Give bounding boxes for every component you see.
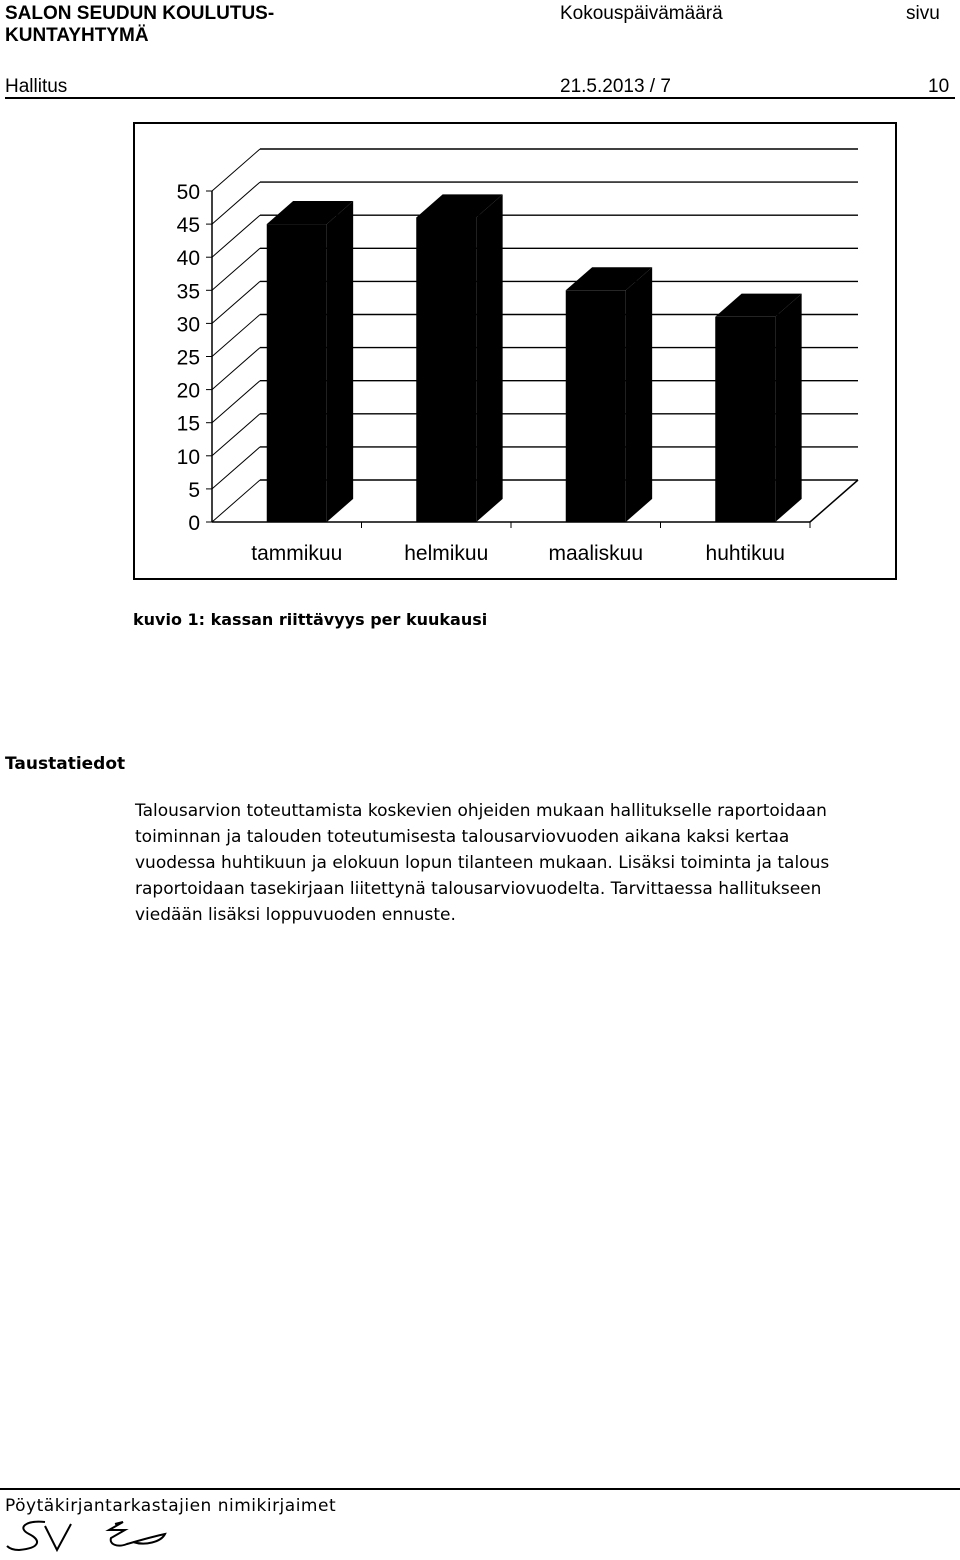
gridline-side <box>212 381 260 423</box>
gridline-side <box>212 281 260 323</box>
page-label: sivu <box>906 3 940 24</box>
y-tick-label: 25 <box>176 346 200 370</box>
organization-name-line2: KUNTAYHTYMÄ <box>5 25 149 46</box>
floor-edge <box>810 480 858 522</box>
organization-name-line1: SALON SEUDUN KOULUTUS- <box>5 3 275 24</box>
gridline-side <box>212 348 260 390</box>
bar-side <box>775 294 801 522</box>
bar-side <box>476 194 502 522</box>
bar <box>566 290 626 522</box>
document-date-label: Kokouspäivämäärä <box>560 3 723 24</box>
body-line: viedään lisäksi loppuvuoden ennuste. <box>135 905 456 925</box>
y-tick-label: 10 <box>176 445 200 469</box>
y-tick-label: 30 <box>176 313 200 337</box>
gridline-side <box>212 414 260 456</box>
body-line: toiminnan ja talouden toteutumisesta talousarviovuoden aikana kaksi kertaa <box>135 827 790 847</box>
gridline-side <box>212 480 260 522</box>
y-tick-label: 15 <box>176 412 200 436</box>
organization-unit: Hallitus <box>5 76 68 97</box>
x-tick-label: tammikuu <box>251 542 343 565</box>
bar-chart <box>0 0 960 600</box>
body-line: vuodessa huhtikuun ja elokuun lopun tilanteen mukaan. Lisäksi toiminta ja talous <box>135 853 830 873</box>
y-tick-label: 35 <box>176 280 200 304</box>
gridline-side <box>212 149 260 191</box>
y-tick-label: 20 <box>176 379 200 403</box>
body-paragraph <box>135 798 955 928</box>
bar <box>267 224 327 522</box>
section-heading: Taustatiedot <box>5 754 126 774</box>
y-tick-label: 40 <box>176 247 200 271</box>
body-line: raportoidaan tasekirjaan liitettynä talousarviovuodelta. Tarvittaessa hallitukseen <box>135 879 822 899</box>
gridline-side <box>212 315 260 357</box>
bar <box>715 317 775 522</box>
meeting-date: 21.5.2013 / 7 <box>560 76 671 97</box>
page-number: 10 <box>928 76 950 97</box>
x-tick-label: huhtikuu <box>705 542 785 565</box>
figure-caption: kuvio 1: kassan riittävyys per kuukausi <box>133 610 488 629</box>
gridline-side <box>212 248 260 290</box>
handwritten-initials <box>5 1516 245 1556</box>
body-line: Talousarvion toteuttamista koskevien ohjeiden mukaan hallitukselle raportoidaan <box>135 801 827 821</box>
y-tick-label: 50 <box>176 181 200 204</box>
x-tick-label: maaliskuu <box>548 542 644 565</box>
gridline-side <box>212 215 260 257</box>
y-tick-label: 5 <box>188 478 200 502</box>
x-tick-label: helmikuu <box>404 542 489 565</box>
footer-divider <box>0 1488 960 1490</box>
bar <box>416 217 476 522</box>
y-tick-label: 0 <box>188 512 200 535</box>
y-tick-label: 45 <box>176 214 200 238</box>
gridline-side <box>212 447 260 489</box>
footer-label: Pöytäkirjantarkastajien nimikirjaimet <box>5 1496 337 1516</box>
bar-side <box>626 267 652 522</box>
bar-side <box>327 201 353 522</box>
gridline-side <box>212 182 260 224</box>
